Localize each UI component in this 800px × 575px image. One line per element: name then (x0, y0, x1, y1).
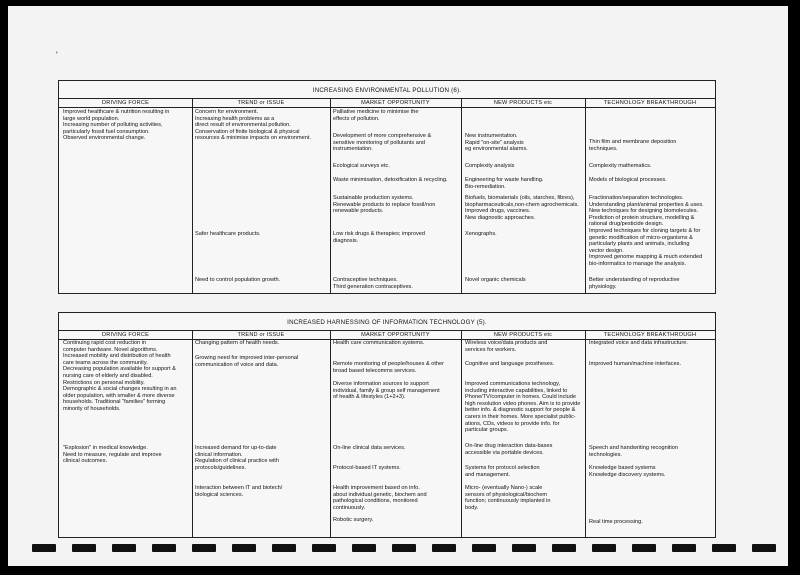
market-cell: Low risk drugs & therapies; improved diagnosis. (333, 231, 426, 244)
environmental-pollution-table (58, 80, 716, 294)
binding-hole (752, 544, 776, 552)
binding-hole (192, 544, 216, 552)
column-divider (461, 98, 462, 293)
trend-cell: Growing need for improved inter-personal communication of voice and data. (195, 355, 299, 368)
trend-cell: Need to control population growth. (195, 277, 281, 283)
column-divider (330, 98, 331, 293)
products-cell: Cognitive and language prostheses. (465, 361, 555, 367)
market-cell: On-line clinical data services. (333, 445, 406, 451)
trend-cell: Concern for environment. Increasing health problems as a direct result of environmental pollution. Conservation of finite biological & physical resources & minimise impacts on environment. (195, 109, 311, 142)
column-header: TREND or ISSUE (237, 100, 285, 106)
binding-hole (112, 544, 136, 552)
products-cell: Engineering for waste handling. Bio-remediation. (465, 177, 544, 190)
column-header: DRIVING FORCE (101, 100, 150, 106)
products-cell: Xenographs. (465, 231, 497, 237)
column-divider (330, 330, 331, 537)
divider (59, 107, 715, 108)
market-cell: Sustainable production systems. Renewable products to replace fossil/non renewable products. (333, 195, 436, 215)
tech-cell: Models of biological processes. (589, 177, 667, 183)
binding-hole (352, 544, 376, 552)
market-cell: Remote monitoring of people/houses & other broad based telecomms services. (333, 361, 445, 374)
binding-hole (232, 544, 256, 552)
column-header: DRIVING FORCE (101, 332, 150, 338)
table-title: INCREASING ENVIRONMENTAL POLLUTION (6). (312, 87, 462, 94)
products-cell: Improved communications technology, including interactive capabilities, linked to Phone/TV/computer in homes. Could include high resolution video phones. Aim is to provide better info. & diagnostic support for people & carers in their homes. More specialist public- ations, CDs, videos to provide info. for particular groups. (465, 381, 581, 434)
column-header: TREND or ISSUE (237, 332, 285, 338)
binding-hole (472, 544, 496, 552)
binding-hole (672, 544, 696, 552)
divider (59, 330, 715, 331)
binding-hole (312, 544, 336, 552)
divider (59, 98, 715, 99)
binding-hole (512, 544, 536, 552)
column-header: TECHNOLOGY BREAKTHROUGH (603, 100, 697, 106)
column-header: NEW PRODUCTS etc (493, 332, 553, 338)
market-cell: Ecological surveys etc. (333, 163, 390, 169)
trend-cell: Safer healthcare products. (195, 231, 261, 237)
products-cell: Biofuels, biomaterials (oils, starches, fibres), biopharmaceuticals,non-chem agrochemicals. Improved drugs, vaccines. New diagnostic approaches. (465, 195, 579, 221)
column-divider (192, 330, 193, 537)
products-cell: Wireless voice/data products and services for workers. (465, 340, 548, 353)
market-cell: Health improvement based on info. about individual genetic, biochem and pathological conditions, monitored continuously. (333, 485, 427, 511)
trend-cell: Changing pattern of health needs. (195, 340, 280, 346)
products-cell: Complexity analysis (465, 163, 515, 169)
column-header: TECHNOLOGY BREAKTHROUGH (603, 332, 697, 338)
information-technology-table (58, 312, 716, 538)
market-cell: Diverse information sources to support individual, family & group self management of health & lifestyles (1+2+3). (333, 381, 440, 401)
trend-cell: Interaction between IT and biotech/ biological sciences. (195, 485, 283, 498)
products-cell: New instrumentation. Rapid "on-site" analysis eg environmental alarms. (465, 133, 528, 153)
column-divider (585, 98, 586, 293)
binding-hole (272, 544, 296, 552)
trend-cell: Increased demand for up-to-date clinical information. Regulation of clinical practice with protocols/guidelines. (195, 445, 279, 471)
binding-hole (392, 544, 416, 552)
driving-force-cell: Improved healthcare & nutrition resulting in large world population. Increasing number of polluting activities, particularly fossil fuel consumption. Observed environmental change. (63, 109, 170, 142)
binding-hole (552, 544, 576, 552)
binding-holes (28, 544, 788, 556)
tech-cell: Knowledge based systems Knowledge discovery systems. (589, 465, 666, 478)
market-cell: Palliative medicine to minimise the effects of pollution. (333, 109, 419, 122)
tech-cell: Better understanding of reproductive physiology. (589, 277, 680, 290)
market-cell: Protocol-based IT systems. (333, 465, 401, 471)
market-cell: Health care communication systems. (333, 340, 425, 346)
margin-mark: ' (56, 50, 58, 60)
market-cell: Development of more comprehensive & sensitive monitoring of pollutants and instrumentation. (333, 133, 432, 153)
tech-cell: Integrated voice and data infrastructure. (589, 340, 688, 346)
binding-hole (72, 544, 96, 552)
tech-cell: Thin film and membrane deposition techniques. (589, 139, 677, 152)
binding-hole (712, 544, 736, 552)
tech-cell: Fractionation/separation technologies. Understanding plant/animal properties & uses. New techniques for designing biomolecules. Prediction of protein structure, modelling & rational drug/pesticide design. Improved techniques for cloning targets & for genetic modification of micro-organisms & particularly plants and animals, including vector design. Improved genome mapping & much extended bio-informatics to manage the analysis. (589, 195, 704, 267)
binding-hole (152, 544, 176, 552)
column-header: NEW PRODUCTS etc (493, 100, 553, 106)
driving-force-cell: "Explosion" in medical knowledge. Need to measure, regulate and improve clinical outcomes. (63, 445, 162, 465)
products-cell: On-line drug interaction data-bases accessible via portable devices. (465, 443, 553, 456)
market-cell: Robotic surgery. (333, 517, 374, 523)
products-cell: Micro- (eventually Nano-) scale sensors of physiological/biochem function; continuously implanted in body. (465, 485, 551, 511)
document-page (8, 6, 788, 566)
column-divider (192, 98, 193, 293)
market-cell: Waste minimisation, detoxification & recycling. (333, 177, 448, 183)
table-title: INCREASED HARNESSING OF INFORMATION TECHNOLOGY (5). (287, 319, 487, 326)
market-cell: Contraceptive techniques. Third generation contraceptives. (333, 277, 413, 290)
tech-cell: Real time processing. (589, 519, 643, 525)
tech-cell: Speech and handwriting recognition technologies. (589, 445, 678, 458)
driving-force-cell: Continuing rapid cost reduction in computer hardware. Novel algorithms. Increased mobility and distribution of health care teams across the community. Decreasing population available for support & nursing care of elderly and disabled. Restrictions on personal mobility. Demographic & social changes resulting in an older population, with smaller & more diverse households. Traditional "families" forming minority of households. (63, 340, 177, 412)
tech-cell: Complexity mathematics. (589, 163, 652, 169)
products-cell: Novel organic chemicals (465, 277, 526, 283)
binding-hole (632, 544, 656, 552)
column-header: MARKET OPPORTUNITY (361, 100, 430, 106)
tech-cell: Improved human/machine interfaces. (589, 361, 682, 367)
binding-hole (432, 544, 456, 552)
binding-hole (592, 544, 616, 552)
column-divider (585, 330, 586, 537)
column-header: MARKET OPPORTUNITY (361, 332, 430, 338)
column-divider (461, 330, 462, 537)
products-cell: Systems for protocol selection and management. (465, 465, 540, 478)
binding-hole (32, 544, 56, 552)
